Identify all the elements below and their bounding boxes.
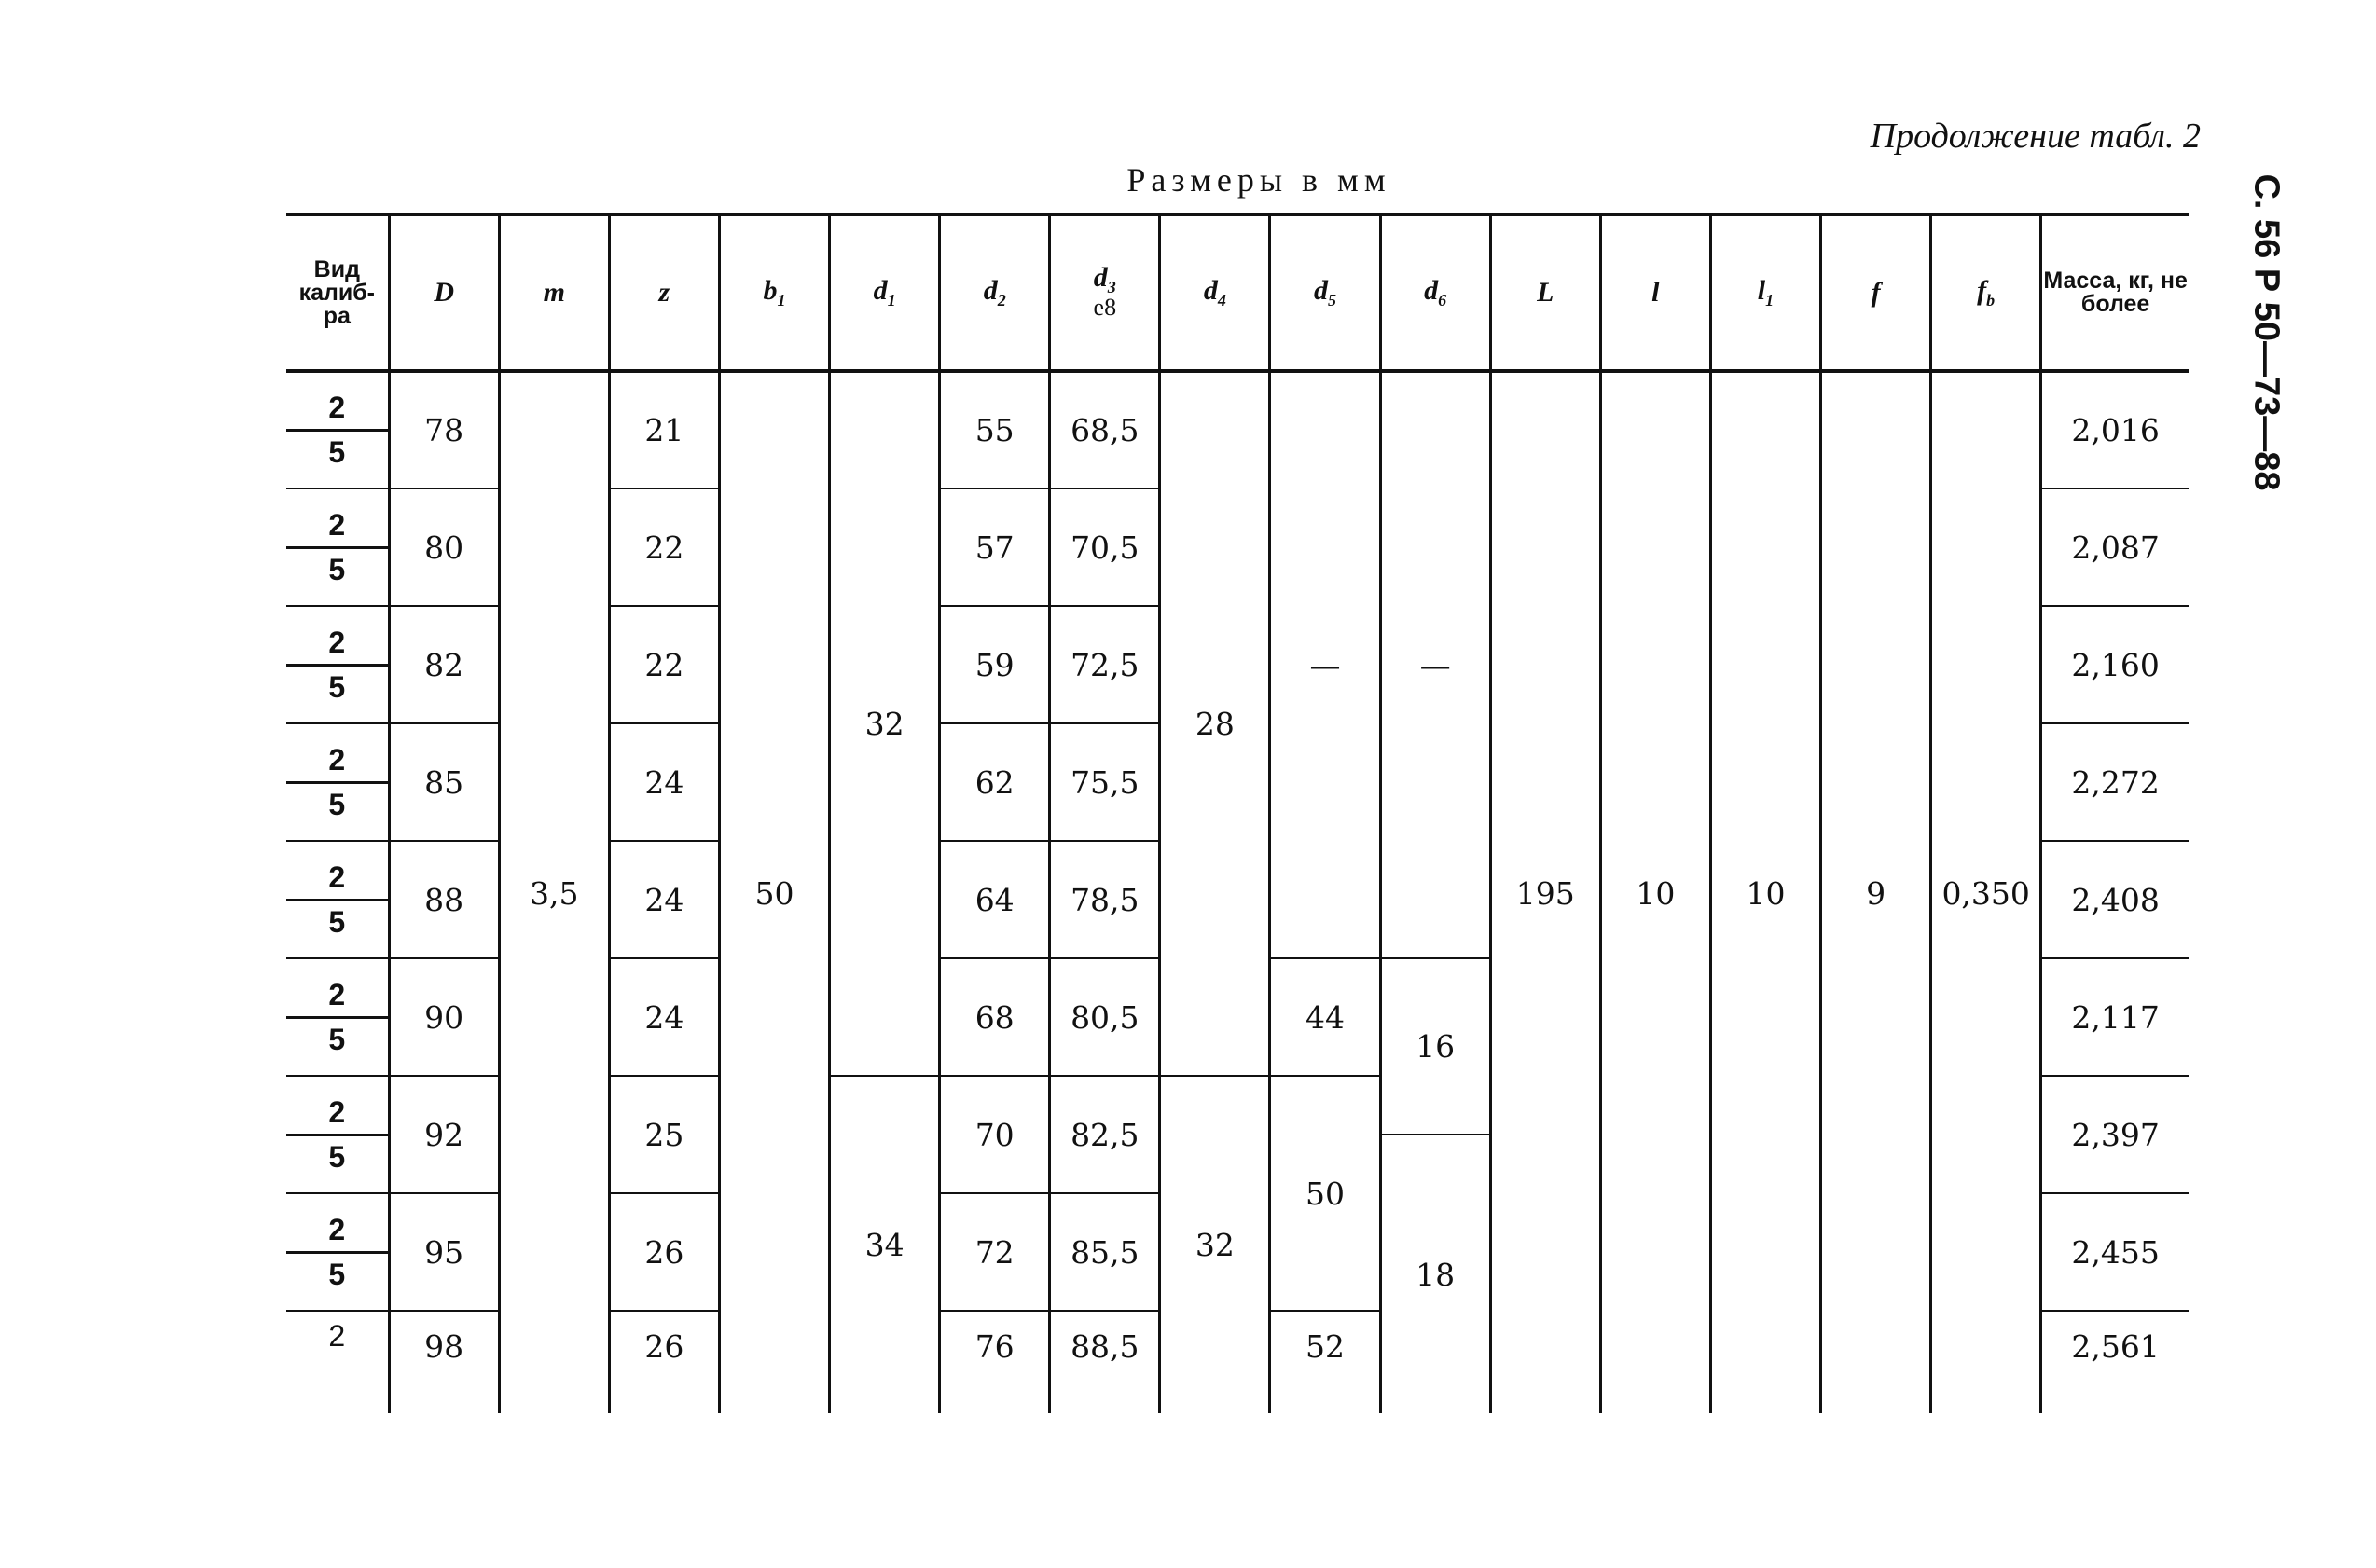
d3-cell: 72,5	[1050, 606, 1160, 723]
d3-cell: 88,5	[1050, 1311, 1160, 1413]
units-caption: Размеры в мм	[1126, 161, 1391, 199]
mass-cell: 2,087	[2041, 488, 2189, 606]
col-header-kind: Вид калиб-ра	[286, 214, 389, 371]
d3-header	[1093, 261, 1117, 321]
d4-cell: 28	[1160, 371, 1270, 1076]
col-header-D: D	[389, 214, 499, 371]
d3-tolerance: e8	[1093, 293, 1117, 321]
D-cell: 82	[389, 606, 499, 723]
z-cell: 26	[609, 1193, 719, 1311]
b1-symbol: b	[763, 275, 778, 306]
d2-cell: 59	[940, 606, 1050, 723]
z-cell: 26	[609, 1311, 719, 1413]
z-cell: 22	[609, 606, 719, 723]
D-cell: 88	[389, 841, 499, 958]
z-cell: 24	[609, 958, 719, 1076]
kind-cell: 2	[286, 1076, 389, 1135]
D-cell: 78	[389, 371, 499, 488]
d4-symbol: d	[1203, 275, 1218, 306]
kind-cell: 2	[286, 488, 389, 547]
d5-cell: —	[1270, 371, 1380, 958]
mass-cell: 2,455	[2041, 1193, 2189, 1311]
D-cell: 85	[389, 723, 499, 841]
mass-cell: 2,561	[2041, 1311, 2189, 1413]
d1-cell: 34	[830, 1076, 940, 1413]
f-cell: 9	[1821, 371, 1931, 1413]
d5-cell: 50	[1270, 1076, 1380, 1311]
d6-subscript: 6	[1438, 291, 1447, 309]
d3-subscript: 3	[1107, 277, 1116, 296]
col-header-d6	[1380, 214, 1490, 371]
D-cell: 98	[389, 1311, 499, 1413]
z-cell: 24	[609, 723, 719, 841]
d2-cell: 57	[940, 488, 1050, 606]
d2-cell: 55	[940, 371, 1050, 488]
d3-cell: 78,5	[1050, 841, 1160, 958]
table-continuation-note: Продолжение табл. 2	[1870, 117, 2201, 156]
kind-cell: 2	[286, 841, 389, 900]
mass-cell: 2,160	[2041, 606, 2189, 723]
fb-symbol: f	[1977, 275, 1987, 306]
d2-cell: 62	[940, 723, 1050, 841]
d6-cell: 18	[1380, 1135, 1490, 1413]
col-header-d2	[940, 214, 1050, 371]
mass-cell: 2,272	[2041, 723, 2189, 841]
page-reference-text: С. 56 Р 50—73—88	[2246, 173, 2286, 491]
kind-cell: 5	[286, 665, 389, 723]
kind-cell: 5	[286, 1135, 389, 1193]
col-header-b1	[719, 214, 829, 371]
d5-symbol: d	[1314, 275, 1329, 306]
d3-cell: 75,5	[1050, 723, 1160, 841]
D-cell: 92	[389, 1076, 499, 1193]
gauge-dimensions-table	[286, 213, 2189, 1413]
kind-cell: 5	[286, 782, 389, 841]
kind-cell: 2	[286, 1311, 389, 1413]
kind-cell: 5	[286, 900, 389, 958]
m-cell: 3,5	[499, 371, 609, 1413]
d3-cell: 85,5	[1050, 1193, 1160, 1311]
d3-cell: 70,5	[1050, 488, 1160, 606]
fb-cell: 0,350	[1931, 371, 2041, 1413]
d2-cell: 68	[940, 958, 1050, 1076]
d5-cell: 52	[1270, 1311, 1380, 1413]
d4-cell: 32	[1160, 1076, 1270, 1413]
d2-cell: 76	[940, 1311, 1050, 1413]
z-cell: 21	[609, 371, 719, 488]
kind-cell: 2	[286, 606, 389, 665]
col-header-L: L	[1490, 214, 1600, 371]
b1-cell: 50	[719, 371, 829, 1413]
mass-cell: 2,397	[2041, 1076, 2189, 1193]
kind-cell: 2	[286, 1193, 389, 1252]
d2-symbol: d	[983, 275, 998, 306]
col-header-m: m	[499, 214, 609, 371]
D-cell: 80	[389, 488, 499, 606]
col-header-fb	[1931, 214, 2041, 371]
l1-cell: 10	[1710, 371, 1820, 1413]
z-cell: 25	[609, 1076, 719, 1193]
mass-cell: 2,408	[2041, 841, 2189, 958]
col-header-d1	[830, 214, 940, 371]
d3-cell: 68,5	[1050, 371, 1160, 488]
d6-symbol: d	[1424, 275, 1439, 306]
kind-cell: 2	[286, 723, 389, 782]
kind-cell: 2	[286, 958, 389, 1017]
d6-cell: —	[1380, 371, 1490, 958]
mass-cell: 2,117	[2041, 958, 2189, 1076]
kind-cell: 5	[286, 430, 389, 488]
table-row	[286, 371, 2189, 430]
d3-cell: 82,5	[1050, 1076, 1160, 1193]
d1-symbol: d	[873, 275, 888, 306]
d2-cell: 70	[940, 1076, 1050, 1193]
z-cell: 24	[609, 841, 719, 958]
fb-subscript: b	[1986, 291, 1996, 309]
L-cell: 195	[1490, 371, 1600, 1413]
b1-subscript: 1	[777, 291, 786, 309]
mass-cell: 2,016	[2041, 371, 2189, 488]
l1-subscript: 1	[1765, 291, 1775, 309]
l1-symbol: l	[1757, 275, 1766, 306]
d3-cell: 80,5	[1050, 958, 1160, 1076]
col-header-l1	[1710, 214, 1820, 371]
col-header-f: f	[1821, 214, 1931, 371]
d4-subscript: 4	[1217, 291, 1226, 309]
header-row	[286, 214, 2189, 371]
d3-symbol: d	[1093, 261, 1108, 293]
l-cell: 10	[1600, 371, 1710, 1413]
kind-cell: 2	[286, 371, 389, 430]
d2-cell: 72	[940, 1193, 1050, 1311]
col-header-l: l	[1600, 214, 1710, 371]
col-header-mass: Масса, кг, не более	[2041, 214, 2189, 371]
d2-cell: 64	[940, 841, 1050, 958]
d5-subscript: 5	[1328, 291, 1337, 309]
col-header-d4	[1160, 214, 1270, 371]
page-reference	[2229, 126, 2294, 499]
D-cell: 90	[389, 958, 499, 1076]
z-cell: 22	[609, 488, 719, 606]
col-header-d3	[1050, 214, 1160, 371]
d1-cell: 32	[830, 371, 940, 1076]
col-header-z: z	[609, 214, 719, 371]
kind-cell: 5	[286, 1252, 389, 1311]
col-header-d5	[1270, 214, 1380, 371]
d2-subscript: 2	[997, 291, 1006, 309]
d5-cell: 44	[1270, 958, 1380, 1076]
kind-cell: 5	[286, 547, 389, 606]
d6-cell: 16	[1380, 958, 1490, 1135]
D-cell: 95	[389, 1193, 499, 1311]
kind-cell: 5	[286, 1017, 389, 1076]
d1-subscript: 1	[887, 291, 896, 309]
